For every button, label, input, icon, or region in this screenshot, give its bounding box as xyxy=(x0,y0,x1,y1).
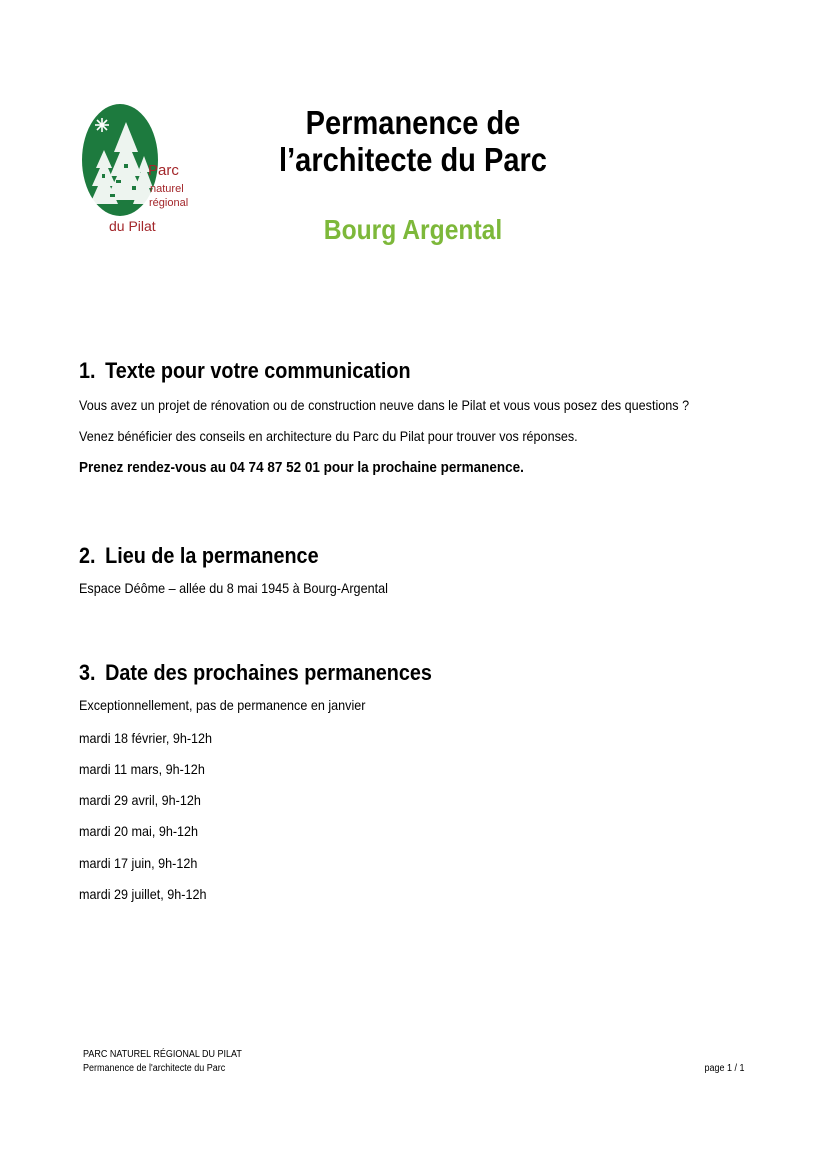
section-2-number: 2. xyxy=(79,543,96,568)
date-list-item: mardi 17 juin, 9h-12h xyxy=(79,855,198,871)
title-line-2: l’architecte du Parc xyxy=(279,141,547,178)
date-list-item: mardi 20 mai, 9h-12h xyxy=(79,823,199,839)
section-2-heading xyxy=(79,543,319,569)
page-subtitle: Bourg Argental xyxy=(323,214,503,245)
section-1-call-to-action: Prenez rendez-vous au 04 74 87 52 01 pour la prochaine permanence. xyxy=(79,459,524,476)
section-1-title: Texte pour votre communication xyxy=(105,358,411,383)
section-3-paragraph: Exceptionnellement, pas de permanence en janvier xyxy=(79,697,366,713)
logo-text-parc: Parc xyxy=(148,162,179,179)
date-list-item: mardi 11 mars, 9h-12h xyxy=(79,761,205,777)
section-1-number: 1. xyxy=(79,358,96,383)
section-1-paragraph: Vous avez un projet de rénovation ou de construction neuve dans le Pilat et vous vous posez des questions ? xyxy=(79,397,690,413)
page-title xyxy=(270,104,557,178)
date-list-item: mardi 29 avril, 9h-12h xyxy=(79,792,201,808)
section-2-title: Lieu de la permanence xyxy=(105,543,319,568)
logo-text-regional: régional xyxy=(149,197,189,209)
snowflake-icon xyxy=(95,118,109,132)
logo-text-du-pilat: du Pilat xyxy=(109,218,156,234)
section-1-paragraph: Venez bénéficier des conseils en architecture du Parc du Pilat pour trouver vos réponses. xyxy=(79,428,578,444)
date-list-item: mardi 18 février, 9h-12h xyxy=(79,730,213,746)
section-2-paragraph: Espace Déôme – allée du 8 mai 1945 à Bourg-Argental xyxy=(79,580,388,596)
section-3-heading xyxy=(79,660,432,686)
title-line-1: Permanence de xyxy=(305,104,521,141)
footer-page-number: page 1 / 1 xyxy=(703,1063,744,1074)
footer-document-title: Permanence de l'architecte du Parc xyxy=(83,1063,226,1074)
section-3-number: 3. xyxy=(79,660,96,685)
footer-organization: PARC NATUREL RÉGIONAL DU PILAT xyxy=(83,1049,242,1060)
date-list-item: mardi 29 juillet, 9h-12h xyxy=(79,886,207,902)
section-3-title: Date des prochaines permanences xyxy=(105,660,432,685)
logo-text-naturel: naturel xyxy=(150,183,184,195)
section-1-heading xyxy=(79,358,411,384)
